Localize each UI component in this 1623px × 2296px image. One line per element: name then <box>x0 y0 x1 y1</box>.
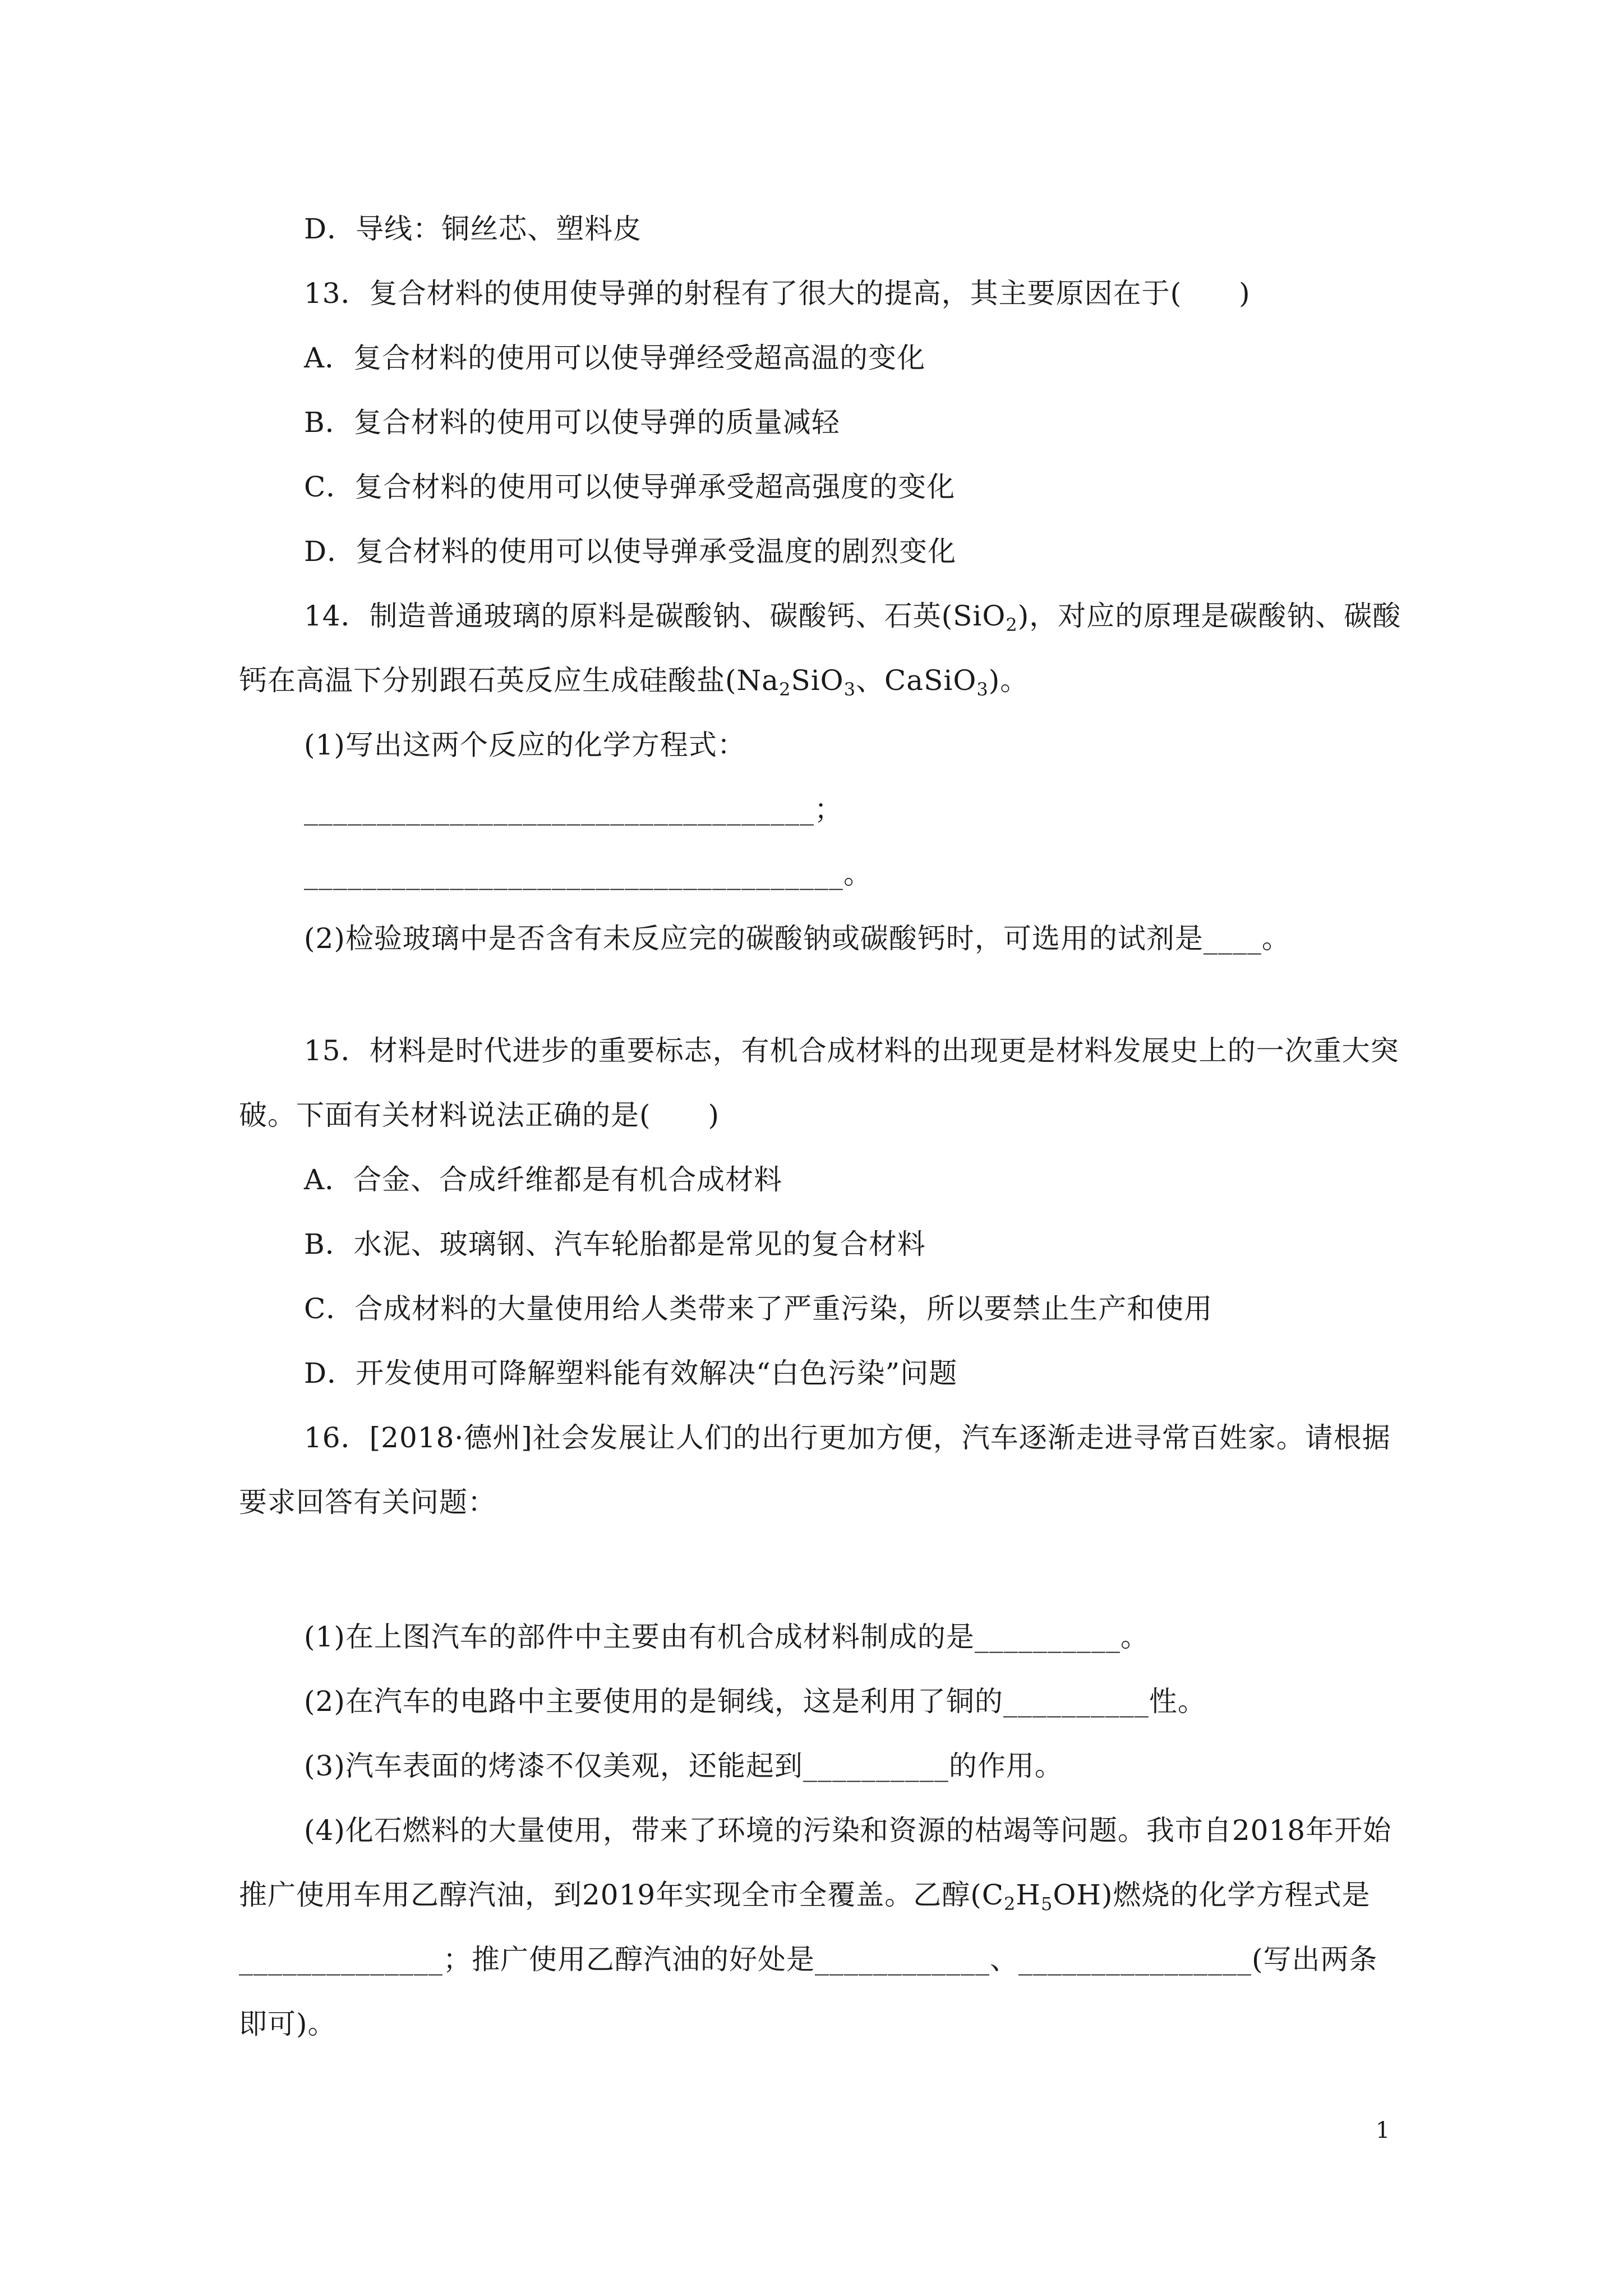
q14-answer-blank-1: ___________________________________； <box>304 793 843 826</box>
q13-stem: 13．复合材料的使用使导弹的射程有了很大的提高，其主要原因在于( ) <box>304 277 1251 310</box>
q15-stem-line2: 破。下面有关材料说法正确的是( ) <box>239 1099 720 1131</box>
q14-stem-line1 <box>304 599 1401 636</box>
q16-sub4-line4: 即可)。 <box>239 2008 336 2040</box>
page-number: 1 <box>1376 2118 1390 2143</box>
q13-option-a: A．复合材料的使用可以使导弹经受超高温的变化 <box>304 342 926 374</box>
q13-option-b: B．复合材料的使用可以使导弹的质量减轻 <box>304 406 840 439</box>
q16-sub2: (2)在汽车的电路中主要使用的是铜线，这是利用了铜的__________性。 <box>304 1685 1206 1718</box>
q15-option-b: B．水泥、玻璃钢、汽车轮胎都是常见的复合材料 <box>304 1228 926 1260</box>
q16-sub4-line1: (4)化石燃料的大量使用，带来了环境的污染和资源的枯竭等问题。我市自2018年开始 <box>304 1814 1392 1847</box>
q13-option-c: C．复合材料的使用可以使导弹承受超高强度的变化 <box>304 471 956 503</box>
q15-stem-line1: 15．材料是时代进步的重要标志，有机合成材料的出现更是材料发展史上的一次重大突 <box>304 1034 1399 1067</box>
q15-option-a: A．合金、合成纤维都是有机合成材料 <box>304 1163 783 1196</box>
q14-stem2-mid1: SiO <box>791 664 844 697</box>
q14-stem-line2 <box>239 664 1029 700</box>
q16-stem-line2: 要求回答有关问题： <box>239 1486 496 1519</box>
q14-sub2: (2)检验玻璃中是否含有未反应完的碳酸钠或碳酸钙时，可选用的试剂是____。 <box>304 922 1290 955</box>
q13-option-d: D．复合材料的使用可以使导弹承受温度的剧烈变化 <box>304 535 957 568</box>
q16-sub1: (1)在上图汽车的部件中主要由有机合成材料制成的是__________。 <box>304 1621 1149 1653</box>
q14-stem2-pre: 钙在高温下分别跟石英反应生成硅酸盐(Na <box>239 664 780 697</box>
q14-stem2-sub3: 3 <box>976 679 989 700</box>
q16-sub4-line3: ______________；推广使用乙醇汽油的好处是____________、________________(写出两条 <box>239 1943 1378 1976</box>
q16-formula-post: OH)燃烧的化学方程式是 <box>1053 1879 1371 1911</box>
q14-sub1: (1)写出这两个反应的化学方程式： <box>304 729 746 761</box>
q16-sub4-line2 <box>239 1878 1371 1915</box>
q15-option-d: D．开发使用可降解塑料能有效解决“白色污染”问题 <box>304 1357 958 1389</box>
q14-stem1-post: )，对应的原理是碳酸钠、碳酸 <box>1017 600 1401 632</box>
q16-formula-pre: (C <box>970 1879 1004 1911</box>
q14-stem2-sub1: 2 <box>779 679 791 700</box>
q16-sub3: (3)汽车表面的烤漆不仅美观，还能起到__________的作用。 <box>304 1750 1063 1782</box>
q16-formula-sub1: 2 <box>1004 1893 1016 1915</box>
q14-stem2-sub2: 3 <box>843 679 856 700</box>
q14-stem2-post: )。 <box>988 664 1029 697</box>
q14-stem1-sub: 2 <box>1006 614 1018 636</box>
q14-stem1-pre: 14．制造普通玻璃的原料是碳酸钠、碳酸钙、石英(SiO <box>304 600 1006 632</box>
q16-stem-line1: 16．[2018·德州]社会发展让人们的出行更加方便，汽车逐渐走进寻常百姓家。请根据 <box>304 1421 1391 1454</box>
q14-stem2-mid2: 、CaSiO <box>856 664 977 697</box>
q16-sub4-line2-text: 推广使用车用乙醇汽油，到2019年实现全市全覆盖。乙醇 <box>239 1879 971 1911</box>
q16-formula-mid1: H <box>1016 1879 1041 1911</box>
q16-formula-sub2: 5 <box>1040 1893 1053 1915</box>
q14-answer-blank-2: _____________________________________。 <box>304 858 872 890</box>
q15-option-c: C．合成材料的大量使用给人类带来了严重污染，所以要禁止生产和使用 <box>304 1292 1213 1325</box>
q12-option-d: D．导线：铜丝芯、塑料皮 <box>304 213 642 245</box>
